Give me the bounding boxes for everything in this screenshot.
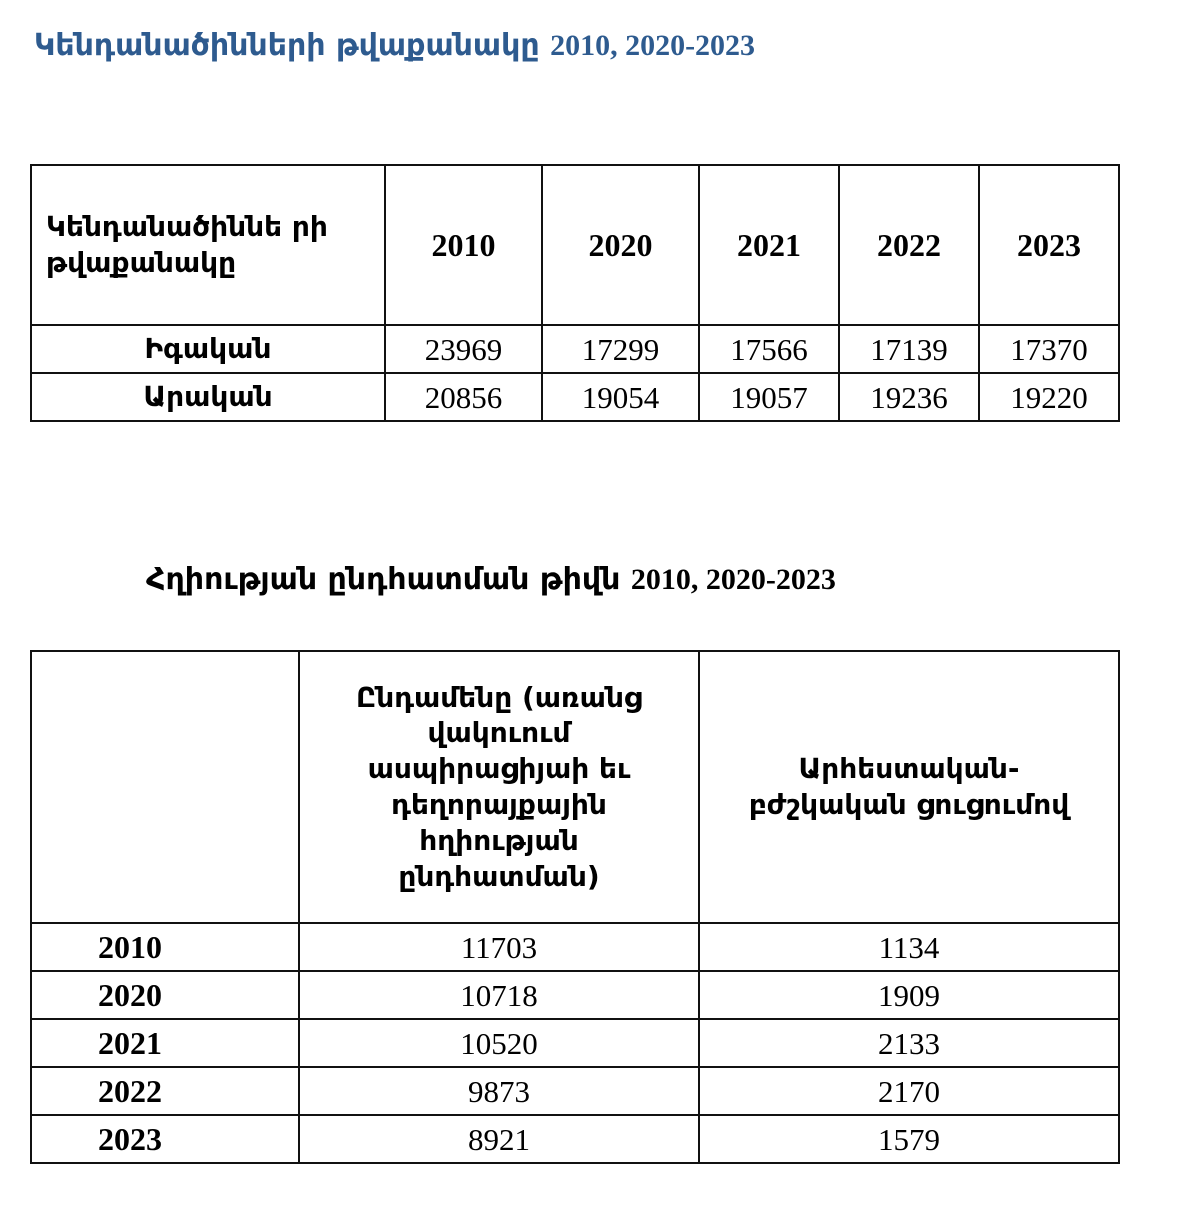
- row-label-female: Իգական: [31, 325, 385, 373]
- table-cell: 23969: [385, 325, 542, 373]
- table-cell: 2133: [699, 1019, 1119, 1067]
- table-row: [31, 1019, 1119, 1067]
- table-cell: 19057: [699, 373, 839, 421]
- row-label-male: Արական: [31, 373, 385, 421]
- table-header-row: [31, 651, 1119, 923]
- table-row: [31, 923, 1119, 971]
- table-cell: 19054: [542, 373, 699, 421]
- row-year: 2023: [31, 1115, 299, 1163]
- table-cell: 17139: [839, 325, 979, 373]
- table2-title: [146, 562, 836, 597]
- header-year: 2023: [979, 165, 1119, 325]
- table-cell: 9873: [299, 1067, 699, 1115]
- table-row: [31, 1115, 1119, 1163]
- table-cell: 17566: [699, 325, 839, 373]
- table-cell: 19220: [979, 373, 1119, 421]
- table-cell: 17299: [542, 325, 699, 373]
- table1-title-years: 2010, 2020-2023: [550, 29, 756, 62]
- table-cell: 1134: [699, 923, 1119, 971]
- table2-title-text: Հղիության ընդհատման թիվն: [146, 562, 621, 597]
- header-empty-cell: [31, 651, 299, 923]
- table-header-row: [31, 165, 1119, 325]
- header-births-label: Կենդանածիննե րի թվաքանակը: [31, 165, 385, 325]
- table-cell: 10520: [299, 1019, 699, 1067]
- header-medical: Արհեստական- բժշկական ցուցումով: [699, 651, 1119, 923]
- table-row: [31, 1067, 1119, 1115]
- table-cell: 1579: [699, 1115, 1119, 1163]
- table-cell: 11703: [299, 923, 699, 971]
- births-table: [30, 164, 1120, 422]
- row-year: 2020: [31, 971, 299, 1019]
- table-cell: 20856: [385, 373, 542, 421]
- table-row: [31, 325, 1119, 373]
- table-cell: 2170: [699, 1067, 1119, 1115]
- header-total: Ընդամենը (առանց վակուում ասպիրացիյաի եւ դեղորայքային հղիության ընդհատման): [299, 651, 699, 923]
- table-cell: 10718: [299, 971, 699, 1019]
- table-cell: 19236: [839, 373, 979, 421]
- row-year: 2021: [31, 1019, 299, 1067]
- table1-title-text: Կենդանածինների թվաքանակը: [34, 28, 540, 63]
- table-cell: 17370: [979, 325, 1119, 373]
- row-year: 2010: [31, 923, 299, 971]
- table1-title: [34, 28, 755, 63]
- table-row: [31, 971, 1119, 1019]
- table-cell: 1909: [699, 971, 1119, 1019]
- abortions-table: [30, 650, 1120, 1164]
- row-year: 2022: [31, 1067, 299, 1115]
- header-year: 2020: [542, 165, 699, 325]
- table-row: [31, 373, 1119, 421]
- table-cell: 8921: [299, 1115, 699, 1163]
- header-year: 2010: [385, 165, 542, 325]
- table2-title-years: 2010, 2020-2023: [630, 563, 836, 596]
- header-year: 2022: [839, 165, 979, 325]
- header-year: 2021: [699, 165, 839, 325]
